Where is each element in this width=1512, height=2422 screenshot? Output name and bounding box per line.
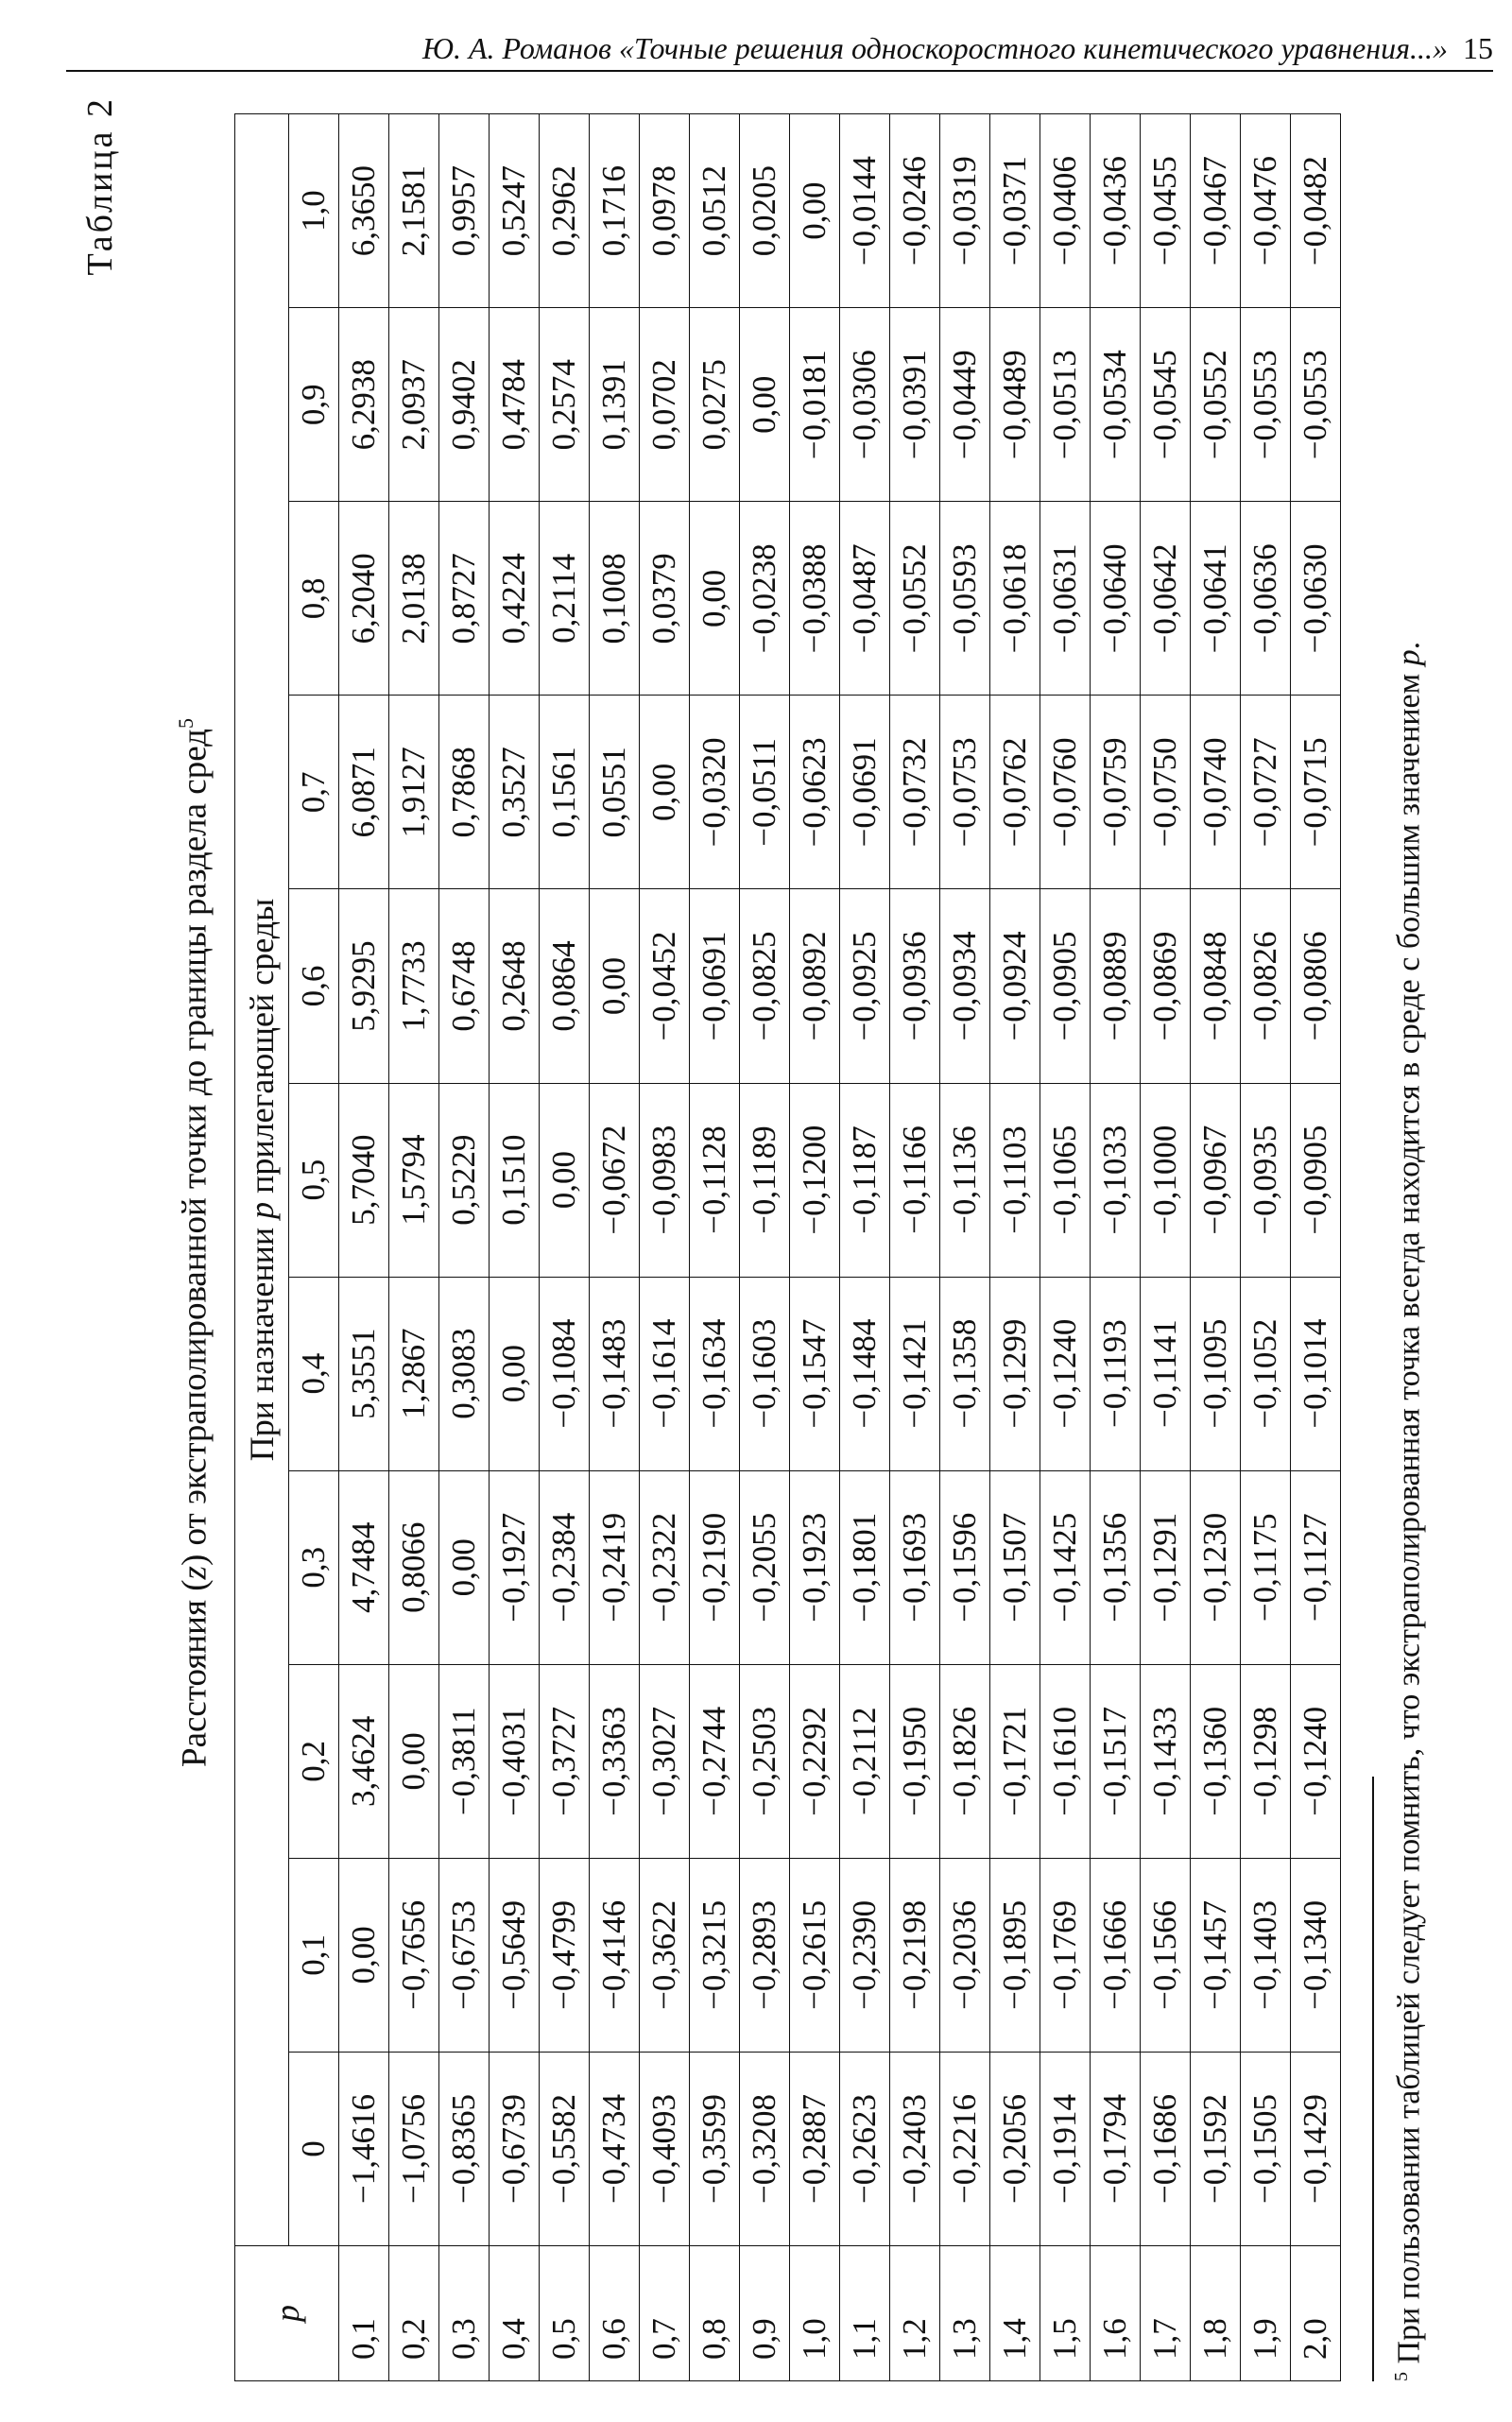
table-cell: −0,6739 [490,2052,540,2245]
table-row [339,114,389,2381]
row-label-p: 1,0 [790,2246,840,2381]
table-cell: 0,1561 [540,696,590,889]
table-cell: −0,1084 [540,1277,590,1470]
table-cell: −0,0553 [1241,308,1291,502]
row-label-p: 0,2 [389,2246,439,2381]
table-cell: −0,1240 [1291,1664,1341,1858]
table-cell: 0,5229 [439,1083,490,1277]
column-header: 0,1 [289,1858,339,2052]
table-cell: −0,0826 [1241,889,1291,1083]
table-cell: 4,7484 [339,1470,389,1664]
row-label-p: 1,7 [1141,2246,1191,2381]
row-label-p: 1,4 [990,2246,1040,2381]
table-cell: −0,1240 [1040,1277,1091,1470]
table-cell: −0,3027 [640,1664,690,1858]
row-label-p: 2,0 [1291,2246,1341,2381]
table-cell: −0,0319 [940,114,990,308]
table-cell: −0,1065 [1040,1083,1091,1277]
table-cell: −0,1360 [1191,1664,1241,1858]
table-cell: −0,0476 [1241,114,1291,308]
table-cell: −0,0467 [1191,114,1241,308]
column-header: 0 [289,2052,339,2245]
group-header-after: прилегающей среды [243,898,281,1202]
table-row [990,114,1040,2381]
table-cell: −0,4031 [490,1664,540,1858]
table-cell: −0,0436 [1091,114,1141,308]
table-cell: −0,0753 [940,696,990,889]
table-cell: −0,0636 [1241,502,1291,696]
table-cell: 0,7868 [439,696,490,889]
table-cell: −0,1483 [590,1277,640,1470]
table-cell: −1,0756 [389,2052,439,2245]
table-cell: −0,1927 [490,1470,540,1664]
table-cell: 6,3650 [339,114,389,308]
table-row [1191,114,1241,2381]
table-cell: −0,1721 [990,1664,1040,1858]
table-cell: −0,2384 [540,1470,590,1664]
table-cell: 3,4624 [339,1664,389,1858]
table-row [439,114,490,2381]
table-cell: −0,0642 [1141,502,1191,696]
table-cell: −0,2403 [890,2052,940,2245]
table-cell: −0,4093 [640,2052,690,2245]
table-row [1141,114,1191,2381]
table-cell: 6,2040 [339,502,389,696]
table-cell: −0,1686 [1141,2052,1191,2245]
table-cell: −0,1592 [1191,2052,1241,2245]
table-cell: −0,0869 [1141,889,1191,1083]
table-cell: −0,0631 [1040,502,1091,696]
table-cell: −0,1484 [840,1277,890,1470]
table-cell: −0,2112 [840,1664,890,1858]
table-cell: 0,1510 [490,1083,540,1277]
table-cell: −0,2216 [940,2052,990,2245]
table-cell: −0,0406 [1040,114,1091,308]
table-cell: −0,1136 [940,1083,990,1277]
table-cell: −0,0889 [1091,889,1141,1083]
table-row [1291,114,1341,2381]
group-header-variable: p [243,1201,281,1219]
table-cell: −0,1610 [1040,1664,1091,1858]
table-cell: −0,0750 [1141,696,1191,889]
table-cell: −0,0806 [1291,889,1341,1083]
table-body [339,114,1341,2381]
row-header-p: p [235,2246,339,2381]
table-cell: 0,0205 [740,114,790,308]
table-cell: −0,0691 [840,696,890,889]
table-cell: 0,0978 [640,114,690,308]
caption-footnote-mark: 5 [174,718,198,730]
row-label-p: 1,9 [1241,2246,1291,2381]
table-cell: −0,0640 [1091,502,1141,696]
row-label-p: 0,8 [690,2246,740,2381]
column-header: 0,9 [289,308,339,502]
table-row [1040,114,1091,2381]
table-cell: −0,3811 [439,1664,490,1858]
table-cell: −0,1291 [1141,1470,1191,1664]
table-cell: −0,0825 [740,889,790,1083]
table-cell: 0,0275 [690,308,740,502]
column-header-row [289,114,339,2381]
table-cell: −0,3215 [690,1858,740,2052]
table-cell: −0,1895 [990,1858,1040,2052]
table-cell: 0,0702 [640,308,690,502]
table-cell: −1,4616 [339,2052,389,2245]
table-cell: 0,9957 [439,114,490,308]
table-cell: −0,0534 [1091,308,1141,502]
table-cell: 0,2648 [490,889,540,1083]
table-cell: −0,1193 [1091,1277,1141,1470]
table-cell: 0,00 [790,114,840,308]
table-cell: 0,0551 [590,696,640,889]
table-cell: −0,0593 [940,502,990,696]
table-cell: 0,1391 [590,308,640,502]
table-cell: −0,1095 [1191,1277,1241,1470]
table-cell: −0,0759 [1091,696,1141,889]
table-cell: 2,1581 [389,114,439,308]
table-cell: −0,0238 [740,502,790,696]
footnote-text-after: . [1391,641,1427,650]
table-cell: −0,4146 [590,1858,640,2052]
table-row [1091,114,1141,2381]
table-cell: −0,1141 [1141,1277,1191,1470]
table-cell: −0,0246 [890,114,940,308]
table-cell: −0,2198 [890,1858,940,2052]
table-label: Таблица 2 [80,96,120,276]
table-cell: −0,1425 [1040,1470,1091,1664]
table-cell: −0,2503 [740,1664,790,1858]
column-header: 0,7 [289,696,339,889]
table-cell: 0,6748 [439,889,490,1083]
table-cell: −0,1505 [1241,2052,1291,2245]
row-label-p: 1,3 [940,2246,990,2381]
row-label-p: 1,6 [1091,2246,1141,2381]
table-cell: −0,1187 [840,1083,890,1277]
group-header [235,114,289,2246]
table-cell: −0,2292 [790,1664,840,1858]
table-cell: −0,0892 [790,889,840,1083]
table-cell: 0,9402 [439,308,490,502]
table-cell: −0,1403 [1241,1858,1291,2052]
table-cell: 0,5247 [490,114,540,308]
table-row [540,114,590,2381]
column-header: 0,2 [289,1664,339,1858]
table-cell: −0,2190 [690,1470,740,1664]
table-cell: 0,00 [640,696,690,889]
table-cell: 6,2938 [339,308,389,502]
table-cell: −0,1634 [690,1277,740,1470]
table-cell: 1,7733 [389,889,439,1083]
table-cell: −0,0552 [1191,308,1241,502]
table-cell: −0,0925 [840,889,890,1083]
table-cell: −0,8365 [439,2052,490,2245]
table-cell: −0,0924 [990,889,1040,1083]
table-cell: 0,00 [439,1470,490,1664]
table-cell: −0,1175 [1241,1470,1291,1664]
table-cell: 0,00 [740,308,790,502]
table-cell: 1,9127 [389,696,439,889]
table-cell: −0,4734 [590,2052,640,2245]
table-cell: −0,1507 [990,1470,1040,1664]
table-cell: −0,0762 [990,696,1040,889]
table-cell: 0,4784 [490,308,540,502]
table-cell: 1,2867 [389,1277,439,1470]
table-row [740,114,790,2381]
table-cell: −0,0715 [1291,696,1341,889]
table-cell: −0,1826 [940,1664,990,1858]
table-cell: −0,2623 [840,2052,890,2245]
table-cell: −0,1566 [1141,1858,1191,2052]
table-cell: −0,1603 [740,1277,790,1470]
table-cell: −0,1000 [1141,1083,1191,1277]
table-cell: −0,1547 [790,1277,840,1470]
table-cell: −0,1421 [890,1277,940,1470]
table-cell: −0,3363 [590,1664,640,1858]
table-row [890,114,940,2381]
table-cell: −0,1127 [1291,1470,1341,1664]
footnote [1391,113,1427,2381]
table-cell: −0,0181 [790,308,840,502]
table-cell: 0,3527 [490,696,540,889]
footnote-rule [1372,1777,1374,2381]
table-cell: −0,1433 [1141,1664,1191,1858]
table-row [590,114,640,2381]
table-cell: 0,0864 [540,889,590,1083]
column-header: 0,5 [289,1083,339,1277]
table-cell: −0,5582 [540,2052,590,2245]
table-cell: −0,0545 [1141,308,1191,502]
table-cell: −0,2419 [590,1470,640,1664]
table-cell: −0,1299 [990,1277,1040,1470]
row-label-p: 0,9 [740,2246,790,2381]
table-cell: −0,2036 [940,1858,990,2052]
table-cell: −0,7656 [389,1858,439,2052]
table-cell: 2,0138 [389,502,439,696]
footnote-variable: p [1391,649,1427,666]
table-cell: −0,0552 [890,502,940,696]
table-row [490,114,540,2381]
column-header: 0,3 [289,1470,339,1664]
column-header: 1,0 [289,114,339,308]
table-cell: 0,3083 [439,1277,490,1470]
table-cell: −0,2055 [740,1470,790,1664]
row-label-p: 0,3 [439,2246,490,2381]
table-cell: 0,0512 [690,114,740,308]
table-cell: −0,0935 [1241,1083,1291,1277]
table-cell: 0,8727 [439,502,490,696]
table-cell: −0,0623 [790,696,840,889]
table-row [389,114,439,2381]
table-cell: −0,0936 [890,889,940,1083]
table-cell: −0,3208 [740,2052,790,2245]
table-cell: −0,1914 [1040,2052,1091,2245]
table-cell: −0,6753 [439,1858,490,2052]
table-cell: −0,0388 [790,502,840,696]
rotated-page-body [68,85,1495,2400]
table-cell: −0,2893 [740,1858,790,2052]
table-cell: −0,0727 [1241,696,1291,889]
table-cell: −0,0320 [690,696,740,889]
row-label-p: 0,6 [590,2246,640,2381]
table-cell: 0,00 [389,1664,439,1858]
row-label-p: 0,7 [640,2246,690,2381]
data-table [234,113,1341,2381]
table-cell: −0,1693 [890,1470,940,1664]
table-cell: −0,1298 [1241,1664,1291,1858]
row-label-p: 0,5 [540,2246,590,2381]
table-row [690,114,740,2381]
table-cell: −0,1014 [1291,1277,1341,1470]
table-cell: −0,3599 [690,2052,740,2245]
row-label-p: 1,1 [840,2246,890,2381]
table-cell: 5,3551 [339,1277,389,1470]
table-cell: −0,1356 [1091,1470,1141,1664]
footnote-mark: 5 [1391,2372,1412,2381]
table-cell: −0,2322 [640,1470,690,1664]
table-cell: −0,1103 [990,1083,1040,1277]
table-cell: −0,2390 [840,1858,890,2052]
table-caption [174,85,215,2400]
table-cell: −0,1794 [1091,2052,1141,2245]
row-label-p: 1,8 [1191,2246,1241,2381]
table-cell: −0,1596 [940,1470,990,1664]
table-row [790,114,840,2381]
table-cell: −0,1457 [1191,1858,1241,2052]
table-cell: −0,0641 [1191,502,1241,696]
table-cell: 0,0379 [640,502,690,696]
table-cell: −0,1340 [1291,1858,1341,2052]
table-cell: −0,0513 [1040,308,1091,502]
table-cell: −0,2056 [990,2052,1040,2245]
table-cell: −0,0905 [1291,1083,1341,1277]
table-cell: −0,0449 [940,308,990,502]
table-cell: −0,2615 [790,1858,840,2052]
table-cell: −0,0391 [890,308,940,502]
table-cell: −0,1614 [640,1277,690,1470]
caption-variable: z [175,1566,215,1580]
page-number: 15 [1463,31,1493,65]
table-cell: −0,0144 [840,114,890,308]
table-cell: −0,0760 [1040,696,1091,889]
row-label-p: 0,1 [339,2246,389,2381]
column-header: 0,6 [289,889,339,1083]
table-cell: −0,0511 [740,696,790,889]
table-cell: 5,9295 [339,889,389,1083]
table-cell: −0,0482 [1291,114,1341,308]
table-cell: 1,5794 [389,1083,439,1277]
table-cell: 0,00 [590,889,640,1083]
table-cell: −0,0487 [840,502,890,696]
table-cell: −0,0371 [990,114,1040,308]
table-cell: 0,4224 [490,502,540,696]
table-cell: −0,1950 [890,1664,940,1858]
table-cell: −0,1666 [1091,1858,1141,2052]
table-row [840,114,890,2381]
table-cell: 5,7040 [339,1083,389,1277]
table-cell: 0,00 [490,1277,540,1470]
table-cell: 6,0871 [339,696,389,889]
table-cell: −0,0489 [990,308,1040,502]
table-cell: −0,0905 [1040,889,1091,1083]
table-cell: 0,2114 [540,502,590,696]
table-cell: 0,00 [540,1083,590,1277]
table-cell: −0,0452 [640,889,690,1083]
table-cell: −0,0553 [1291,308,1341,502]
table-cell: −0,1801 [840,1470,890,1664]
table-row [940,114,990,2381]
table-cell: −0,0732 [890,696,940,889]
table-cell: 0,8066 [389,1470,439,1664]
header-title: Ю. А. Романов «Точные решения односкоростного кинетического уравнения...» [421,31,1448,65]
table-cell: −0,0630 [1291,502,1341,696]
table-cell: −0,0967 [1191,1083,1241,1277]
table-cell: −0,0934 [940,889,990,1083]
table-cell: −0,1429 [1291,2052,1341,2245]
table-cell: −0,0455 [1141,114,1191,308]
table-cell: −0,4799 [540,1858,590,2052]
row-label-p: 1,2 [890,2246,940,2381]
column-header: 0,8 [289,502,339,696]
table-cell: −0,1923 [790,1470,840,1664]
table-cell: −0,0740 [1191,696,1241,889]
table-cell: 0,2574 [540,308,590,502]
table-cell: 0,1008 [590,502,640,696]
table-cell: −0,3727 [540,1664,590,1858]
table-cell: 2,0937 [389,308,439,502]
table-row [1241,114,1291,2381]
table-cell: 0,00 [339,1858,389,2052]
table-cell: −0,1769 [1040,1858,1091,2052]
table-cell: −0,0848 [1191,889,1241,1083]
table-cell: −0,0691 [690,889,740,1083]
table-cell: −0,5649 [490,1858,540,2052]
table-cell: −0,3622 [640,1858,690,2052]
group-header-row [235,114,289,2381]
table-cell: −0,1166 [890,1083,940,1277]
caption-after: ) от экстраполированной точки до границы раздела сред [175,729,215,1567]
table-cell: −0,0672 [590,1083,640,1277]
table-cell: −0,1128 [690,1083,740,1277]
table-cell: −0,2744 [690,1664,740,1858]
caption-before: Расстояния ( [175,1579,215,1767]
table-cell: 0,2962 [540,114,590,308]
table-cell: −0,0618 [990,502,1040,696]
table-cell: −0,1358 [940,1277,990,1470]
table-row [640,114,690,2381]
table-cell: −0,0983 [640,1083,690,1277]
column-header: 0,4 [289,1277,339,1470]
table-cell: −0,1189 [740,1083,790,1277]
table-cell: −0,1052 [1241,1277,1291,1470]
table-cell: −0,1230 [1191,1470,1241,1664]
row-label-p: 1,5 [1040,2246,1091,2381]
table-cell: −0,1200 [790,1083,840,1277]
table-cell: −0,0306 [840,308,890,502]
row-label-p: 0,4 [490,2246,540,2381]
running-header [66,17,1493,72]
table-cell: −0,2887 [790,2052,840,2245]
table-cell: 0,00 [690,502,740,696]
table-cell: −0,1033 [1091,1083,1141,1277]
footnote-text-before: При пользовании таблицей следует помнить, что экстраполированная точка всегда находится в среде с большим значением [1391,665,1427,2372]
group-header-before: При назначении [243,1218,281,1462]
table-cell: −0,1517 [1091,1664,1141,1858]
table-cell: 0,1716 [590,114,640,308]
